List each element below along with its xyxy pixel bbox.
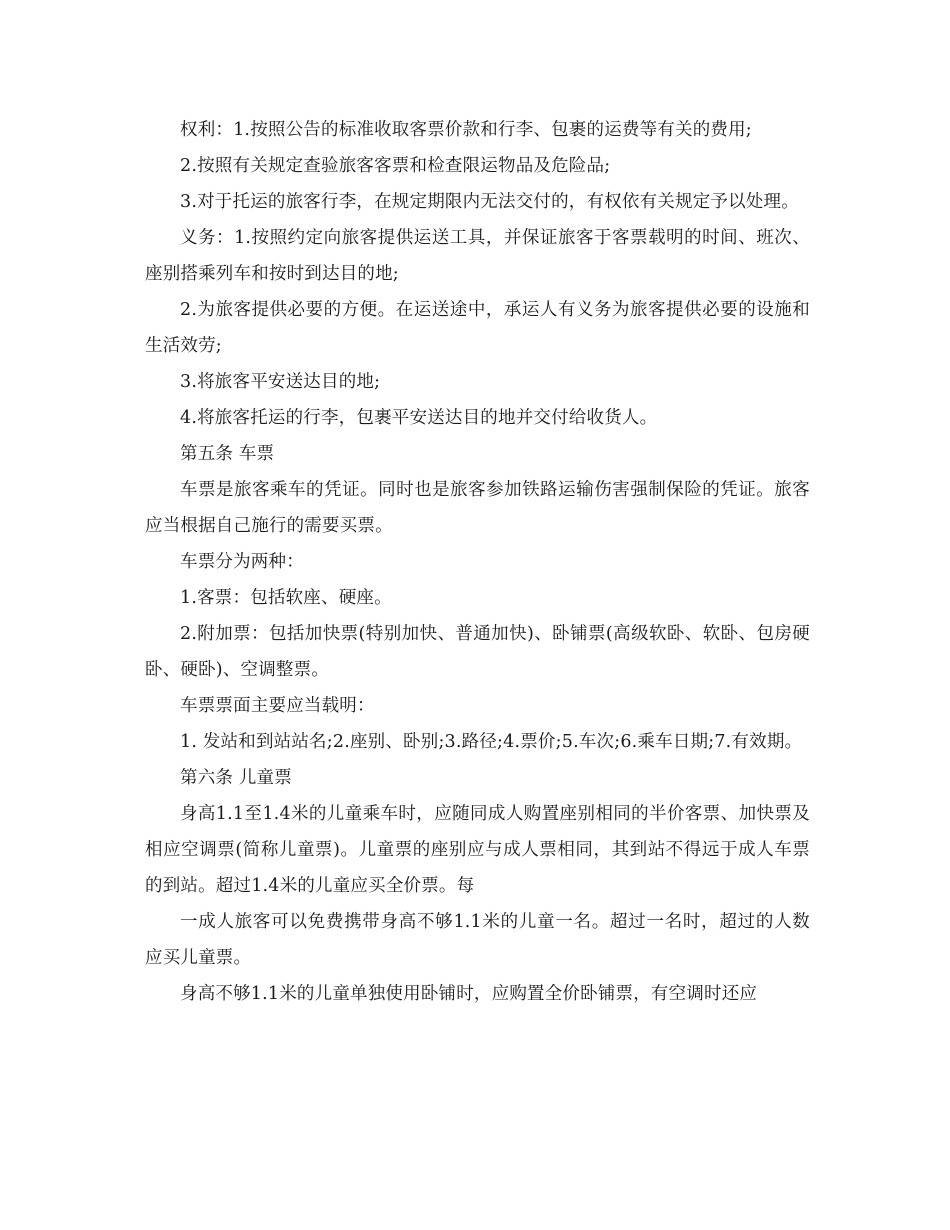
paragraph-rights-item-3: 3.对于托运的旅客行李，在规定期限内无法交付的，有权依有关规定予以处理。 (180, 192, 799, 212)
section-heading-article-5: 第五条 车票 (180, 444, 275, 464)
paragraph-child-sleeper: 身高不够1.1米的儿童单独使用卧铺时，应购置全价卧铺票，有空调时还应 (180, 984, 758, 1004)
paragraph-child-ticket-height: 身高1.1至1.4米的儿童乘车时，应随同成人购置座别相同的半价客票、加快票及相应空调票(简称儿童票)。儿童票的座别应与成人票相同，其到站不得远于成人车票的到站。超过1.4米的儿童应买全价票。每 (145, 804, 810, 896)
paragraph-ticket-definition: 车票是旅客乘车的凭证。同时也是旅客参加铁路运输伤害强制保险的凭证。旅客应当根据自己施行的需要买票。 (145, 480, 810, 536)
paragraph-carrier-duties: 义务：1.按照约定向旅客提供运送工具，并保证旅客于客票载明的时间、班次、座别搭乘列车和按时到达目的地; (145, 228, 810, 284)
section-heading-article-6: 第六条 儿童票 (180, 768, 292, 788)
paragraph-ticket-type-1: 1.客票：包括软座、硬座。 (180, 588, 392, 608)
paragraph-ticket-face-items: 1. 发站和到站站名;2.座别、卧别;3.路径;4.票价;5.车次;6.乘车日期;7.有效期。 (180, 732, 803, 752)
paragraph-child-free-carry: 一成人旅客可以免费携带身高不够1.1米的儿童一名。超过一名时，超过的人数应买儿童票。 (145, 912, 810, 968)
paragraph-carrier-rights: 权利：1.按照公告的标准收取客票价款和行李、包裹的运费等有关的费用; (180, 120, 752, 140)
paragraph-duties-item-2: 2.为旅客提供必要的方便。在运送途中，承运人有义务为旅客提供必要的设施和生活效劳; (145, 300, 810, 356)
document-body (145, 112, 810, 1012)
paragraph-rights-item-2: 2.按照有关规定查验旅客客票和检查限运物品及危险品; (180, 156, 611, 176)
paragraph-ticket-types-intro: 车票分为两种： (180, 552, 304, 572)
paragraph-duties-item-4: 4.将旅客托运的行李，包裹平安送达目的地并交付给收货人。 (180, 408, 658, 428)
paragraph-ticket-type-2: 2.附加票：包括加快票(特别加快、普通加快)、卧铺票(高级软卧、软卧、包房硬卧、硬卧)、空调整票。 (145, 624, 810, 680)
paragraph-ticket-face-intro: 车票票面主要应当载明： (180, 696, 375, 716)
paragraph-duties-item-3: 3.将旅客平安送达目的地; (180, 372, 381, 392)
